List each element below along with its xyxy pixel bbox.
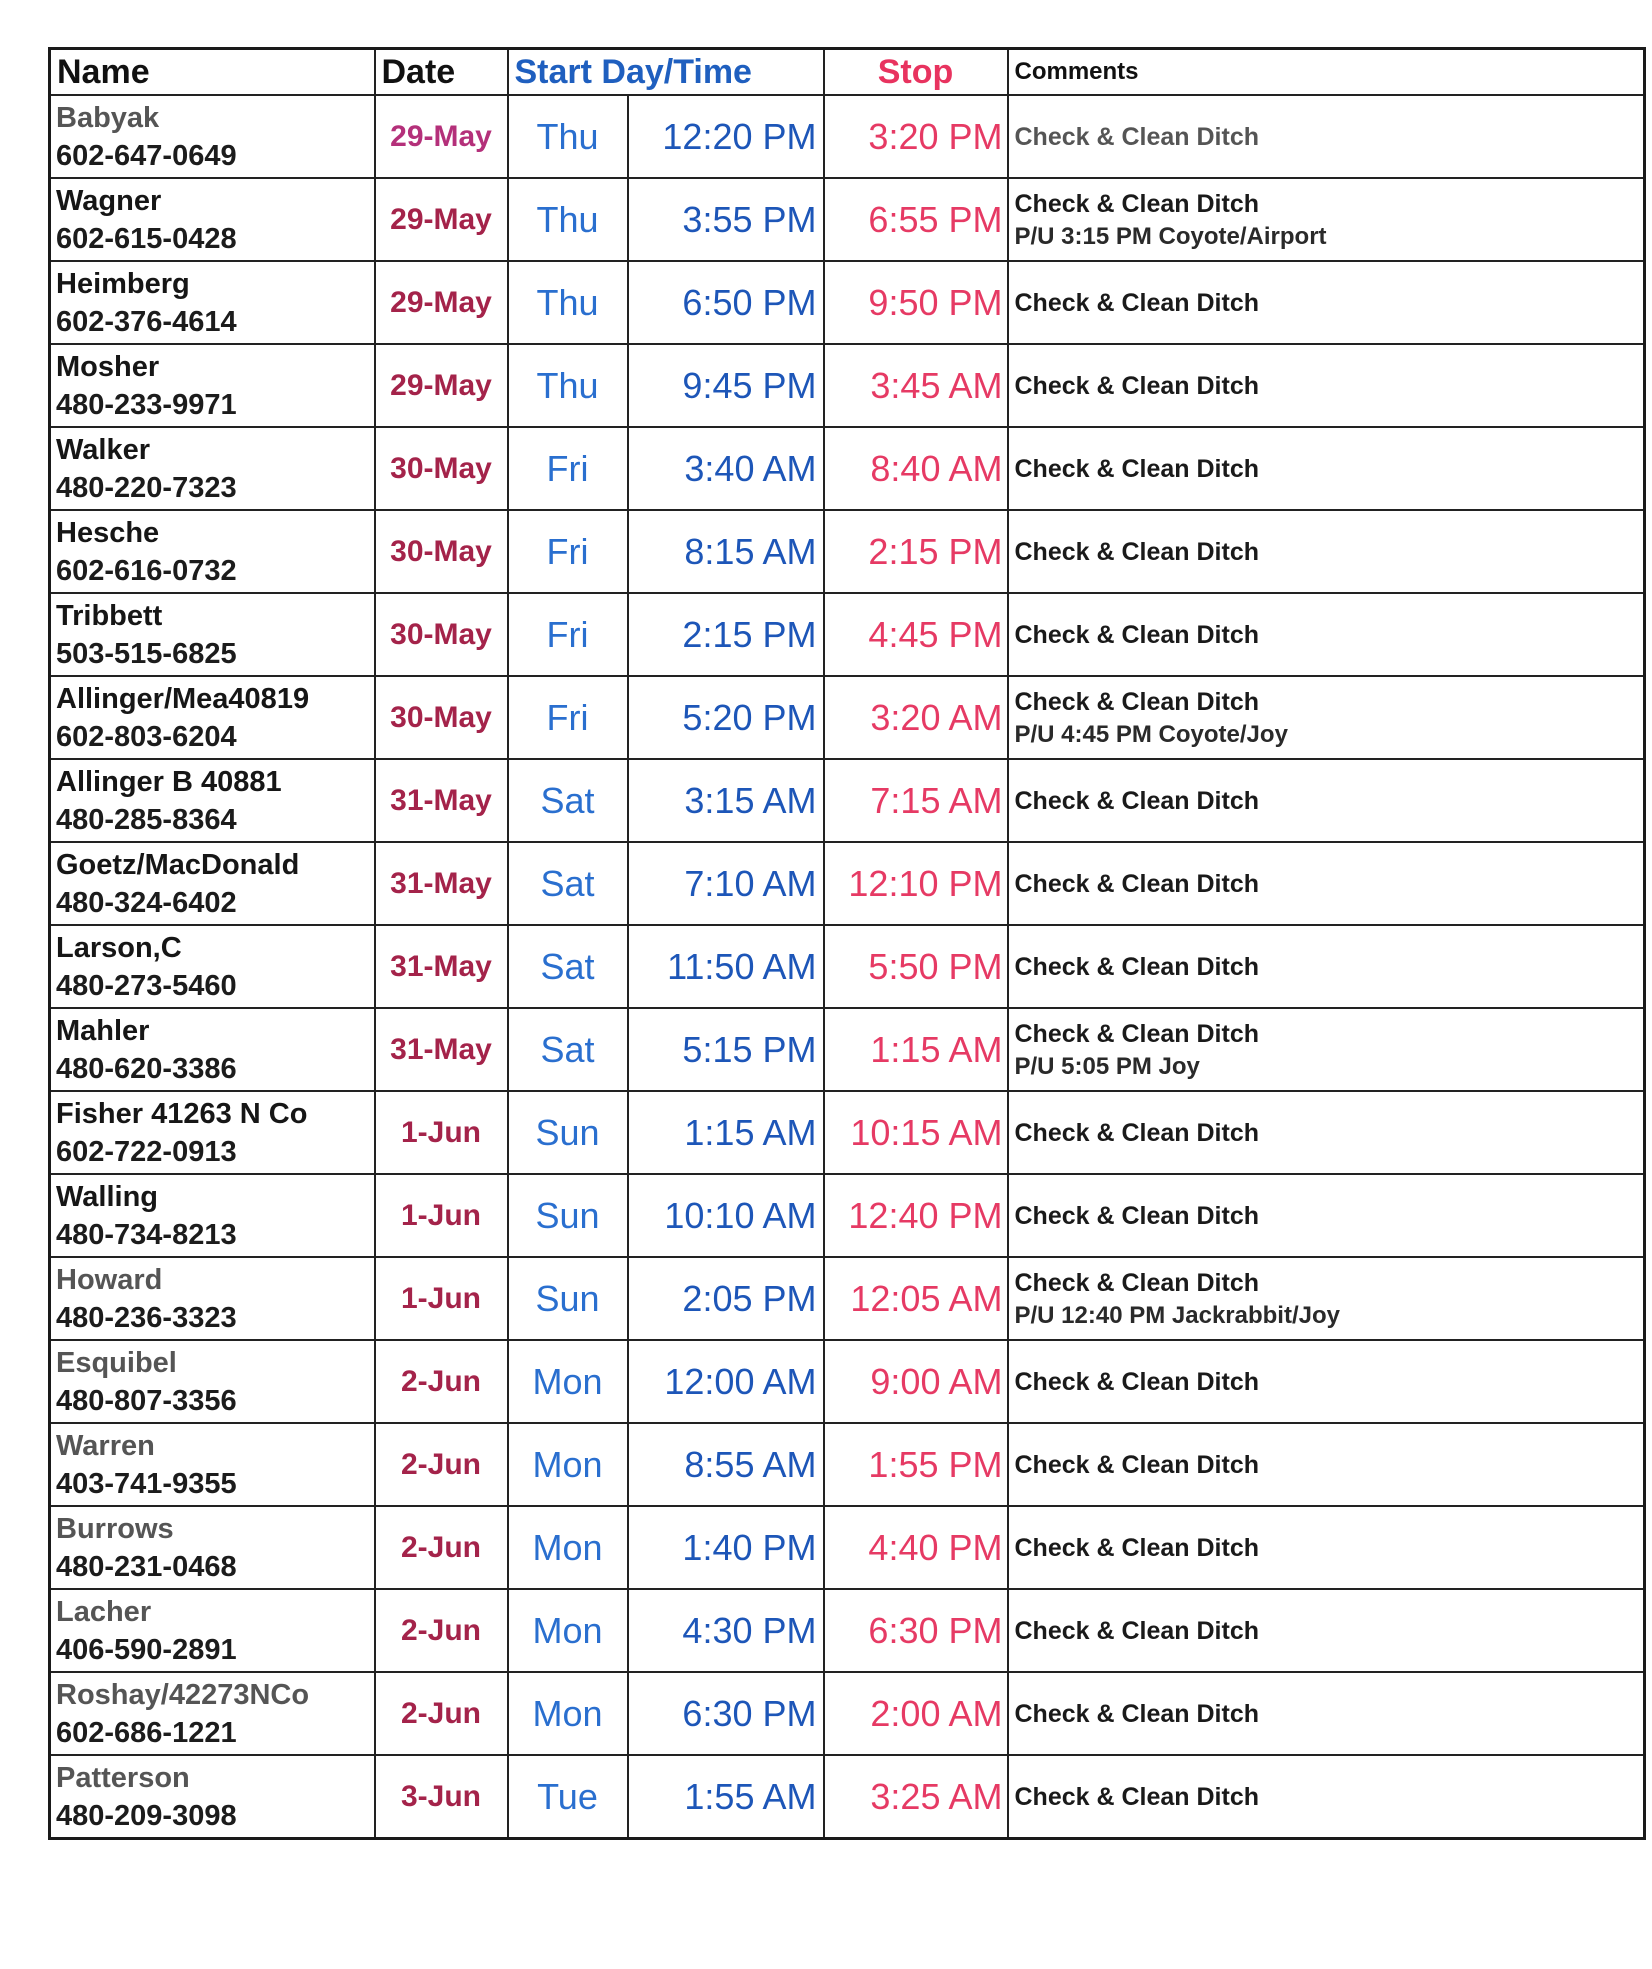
stop-time-cell: 7:15 AM: [824, 759, 1008, 842]
day-cell: Mon: [508, 1340, 628, 1423]
phone-number: 480-220-7323: [56, 471, 237, 504]
phone-number: 480-236-3323: [56, 1301, 237, 1334]
day-cell: Fri: [508, 427, 628, 510]
start-time-cell: 9:45 PM: [628, 344, 824, 427]
comment-cell: [1008, 1340, 1645, 1423]
comment-text: Check & Clean Ditch: [1014, 687, 1260, 716]
header-comments: Comments: [1008, 49, 1645, 96]
table-row: [50, 759, 1645, 842]
phone-number: 480-620-3386: [56, 1052, 237, 1085]
comment-text: Check & Clean Ditch: [1014, 1533, 1260, 1562]
day-cell: Thu: [508, 95, 628, 178]
start-time-cell: 8:55 AM: [628, 1423, 824, 1506]
table-row: [50, 178, 1645, 261]
comment-text: Check & Clean Ditch: [1014, 1268, 1260, 1297]
stop-time-cell: 1:15 AM: [824, 1008, 1008, 1091]
stop-time-cell: 9:00 AM: [824, 1340, 1008, 1423]
stop-time-cell: 3:20 AM: [824, 676, 1008, 759]
comment-text: Check & Clean Ditch: [1014, 122, 1260, 151]
name-cell: [50, 510, 375, 593]
start-time-cell: 8:15 AM: [628, 510, 824, 593]
name-cell: [50, 261, 375, 344]
comment-text: Check & Clean Ditch: [1014, 1201, 1260, 1230]
name-cell: [50, 593, 375, 676]
table-row: [50, 510, 1645, 593]
start-time-cell: 4:30 PM: [628, 1589, 824, 1672]
name-cell: [50, 1506, 375, 1589]
comment-cell: [1008, 676, 1645, 759]
day-cell: Sun: [508, 1174, 628, 1257]
header-start-day-time: Start Day/Time: [508, 49, 824, 96]
comment-cell: [1008, 842, 1645, 925]
day-cell: Sat: [508, 759, 628, 842]
name-cell: [50, 1091, 375, 1174]
date-cell: 30-May: [375, 510, 508, 593]
person-name: Hesche: [56, 516, 160, 549]
stop-time-cell: 12:10 PM: [824, 842, 1008, 925]
day-cell: Fri: [508, 510, 628, 593]
person-name: Wagner: [56, 184, 162, 217]
table-row: [50, 1423, 1645, 1506]
person-name: Larson,C: [56, 931, 182, 964]
start-time-cell: 6:50 PM: [628, 261, 824, 344]
person-name: Roshay/42273NCo: [56, 1678, 310, 1711]
date-cell: 3-Jun: [375, 1755, 508, 1839]
start-time-cell: 7:10 AM: [628, 842, 824, 925]
name-cell: [50, 759, 375, 842]
start-time-cell: 2:15 PM: [628, 593, 824, 676]
stop-time-cell: 2:15 PM: [824, 510, 1008, 593]
name-cell: [50, 427, 375, 510]
table-row: [50, 1257, 1645, 1340]
person-name: Goetz/MacDonald: [56, 848, 300, 881]
person-name: Lacher: [56, 1595, 152, 1628]
date-cell: 29-May: [375, 95, 508, 178]
start-time-cell: 5:20 PM: [628, 676, 824, 759]
person-name: Heimberg: [56, 267, 190, 300]
phone-number: 602-376-4614: [56, 305, 237, 338]
comment-cell: [1008, 593, 1645, 676]
name-cell: [50, 1423, 375, 1506]
comment-text: Check & Clean Ditch: [1014, 952, 1260, 981]
date-cell: 30-May: [375, 427, 508, 510]
name-cell: [50, 842, 375, 925]
pickup-note: P/U 5:05 PM Joy: [1014, 1052, 1200, 1080]
start-time-cell: 12:20 PM: [628, 95, 824, 178]
date-cell: 30-May: [375, 593, 508, 676]
day-cell: Sat: [508, 1008, 628, 1091]
name-cell: [50, 1672, 375, 1755]
start-time-cell: 1:40 PM: [628, 1506, 824, 1589]
phone-number: 480-285-8364: [56, 803, 237, 836]
table-row: [50, 1755, 1645, 1839]
table-row: [50, 1008, 1645, 1091]
date-cell: 2-Jun: [375, 1506, 508, 1589]
comment-cell: [1008, 1755, 1645, 1839]
person-name: Fisher 41263 N Co: [56, 1097, 308, 1130]
table-row: [50, 1589, 1645, 1672]
person-name: Warren: [56, 1429, 155, 1462]
date-cell: 2-Jun: [375, 1340, 508, 1423]
table-row: [50, 1091, 1645, 1174]
date-cell: 29-May: [375, 178, 508, 261]
table-row: [50, 842, 1645, 925]
stop-time-cell: 9:50 PM: [824, 261, 1008, 344]
date-cell: 1-Jun: [375, 1091, 508, 1174]
comment-text: Check & Clean Ditch: [1014, 620, 1260, 649]
phone-number: 480-807-3356: [56, 1384, 237, 1417]
date-cell: 29-May: [375, 261, 508, 344]
start-time-cell: 1:15 AM: [628, 1091, 824, 1174]
phone-number: 602-615-0428: [56, 222, 237, 255]
date-cell: 31-May: [375, 1008, 508, 1091]
person-name: Allinger/Mea40819: [56, 682, 310, 715]
date-cell: 2-Jun: [375, 1423, 508, 1506]
date-cell: 31-May: [375, 759, 508, 842]
comment-cell: [1008, 1174, 1645, 1257]
header-name: Name: [50, 49, 375, 96]
comment-cell: [1008, 1257, 1645, 1340]
stop-time-cell: 12:05 AM: [824, 1257, 1008, 1340]
name-cell: [50, 1257, 375, 1340]
start-time-cell: 2:05 PM: [628, 1257, 824, 1340]
stop-time-cell: 2:00 AM: [824, 1672, 1008, 1755]
name-cell: [50, 178, 375, 261]
day-cell: Mon: [508, 1423, 628, 1506]
stop-time-cell: 4:40 PM: [824, 1506, 1008, 1589]
comment-cell: [1008, 759, 1645, 842]
date-cell: 29-May: [375, 344, 508, 427]
date-cell: 1-Jun: [375, 1174, 508, 1257]
comment-text: Check & Clean Ditch: [1014, 189, 1260, 218]
comment-cell: [1008, 1008, 1645, 1091]
table-row: [50, 1672, 1645, 1755]
table-row: [50, 261, 1645, 344]
comment-cell: [1008, 95, 1645, 178]
phone-number: 480-233-9971: [56, 388, 237, 421]
comment-text: Check & Clean Ditch: [1014, 371, 1260, 400]
day-cell: Sat: [508, 842, 628, 925]
table-row: [50, 593, 1645, 676]
pickup-note: P/U 3:15 PM Coyote/Airport: [1014, 222, 1327, 250]
person-name: Patterson: [56, 1761, 190, 1794]
date-cell: 31-May: [375, 842, 508, 925]
comment-text: Check & Clean Ditch: [1014, 1782, 1260, 1811]
header-stop: Stop: [824, 49, 1008, 96]
stop-time-cell: 3:20 PM: [824, 95, 1008, 178]
day-cell: Thu: [508, 261, 628, 344]
phone-number: 602-686-1221: [56, 1716, 237, 1749]
comment-text: Check & Clean Ditch: [1014, 1367, 1260, 1396]
day-cell: Sun: [508, 1091, 628, 1174]
person-name: Walker: [56, 433, 151, 466]
phone-number: 480-273-5460: [56, 969, 237, 1002]
day-cell: Fri: [508, 676, 628, 759]
table-row: [50, 1506, 1645, 1589]
phone-number: 480-209-3098: [56, 1799, 237, 1832]
name-cell: [50, 1755, 375, 1839]
phone-number: 602-722-0913: [56, 1135, 237, 1168]
comment-cell: [1008, 178, 1645, 261]
stop-time-cell: 1:55 PM: [824, 1423, 1008, 1506]
phone-number: 480-231-0468: [56, 1550, 237, 1583]
person-name: Mahler: [56, 1014, 150, 1047]
person-name: Mosher: [56, 350, 160, 383]
person-name: Howard: [56, 1263, 163, 1296]
table-row: [50, 427, 1645, 510]
stop-time-cell: 4:45 PM: [824, 593, 1008, 676]
person-name: Tribbett: [56, 599, 163, 632]
name-cell: [50, 1174, 375, 1257]
stop-time-cell: 5:50 PM: [824, 925, 1008, 1008]
header-date: Date: [375, 49, 508, 96]
stop-time-cell: 6:55 PM: [824, 178, 1008, 261]
table-row: [50, 95, 1645, 178]
day-cell: Thu: [508, 178, 628, 261]
person-name: Allinger B 40881: [56, 765, 282, 798]
start-time-cell: 11:50 AM: [628, 925, 824, 1008]
comment-cell: [1008, 1091, 1645, 1174]
date-cell: 2-Jun: [375, 1672, 508, 1755]
name-cell: [50, 344, 375, 427]
name-cell: [50, 1008, 375, 1091]
name-cell: [50, 1340, 375, 1423]
header-row: [50, 49, 1645, 96]
day-cell: Sat: [508, 925, 628, 1008]
comment-cell: [1008, 1589, 1645, 1672]
comment-text: Check & Clean Ditch: [1014, 786, 1260, 815]
phone-number: 480-324-6402: [56, 886, 237, 919]
start-time-cell: 10:10 AM: [628, 1174, 824, 1257]
start-time-cell: 3:15 AM: [628, 759, 824, 842]
start-time-cell: 6:30 PM: [628, 1672, 824, 1755]
comment-cell: [1008, 1423, 1645, 1506]
table-row: [50, 344, 1645, 427]
person-name: Esquibel: [56, 1346, 177, 1379]
person-name: Burrows: [56, 1512, 174, 1545]
name-cell: [50, 1589, 375, 1672]
table-row: [50, 925, 1645, 1008]
comment-cell: [1008, 1672, 1645, 1755]
name-cell: [50, 95, 375, 178]
day-cell: Fri: [508, 593, 628, 676]
comment-text: Check & Clean Ditch: [1014, 1118, 1260, 1147]
comment-text: Check & Clean Ditch: [1014, 1616, 1260, 1645]
stop-time-cell: 3:45 AM: [824, 344, 1008, 427]
table-row: [50, 676, 1645, 759]
stop-time-cell: 12:40 PM: [824, 1174, 1008, 1257]
comment-cell: [1008, 344, 1645, 427]
date-cell: 30-May: [375, 676, 508, 759]
comment-text: Check & Clean Ditch: [1014, 288, 1260, 317]
phone-number: 480-734-8213: [56, 1218, 237, 1251]
stop-time-cell: 8:40 AM: [824, 427, 1008, 510]
date-cell: 2-Jun: [375, 1589, 508, 1672]
table-row: [50, 1340, 1645, 1423]
comment-text: Check & Clean Ditch: [1014, 537, 1260, 566]
person-name: Babyak: [56, 101, 160, 134]
comment-cell: [1008, 427, 1645, 510]
start-time-cell: 5:15 PM: [628, 1008, 824, 1091]
phone-number: 406-590-2891: [56, 1633, 237, 1666]
stop-time-cell: 3:25 AM: [824, 1755, 1008, 1839]
comment-text: Check & Clean Ditch: [1014, 869, 1260, 898]
start-time-cell: 3:40 AM: [628, 427, 824, 510]
comment-cell: [1008, 925, 1645, 1008]
date-cell: 31-May: [375, 925, 508, 1008]
stop-time-cell: 10:15 AM: [824, 1091, 1008, 1174]
phone-number: 602-616-0732: [56, 554, 237, 587]
day-cell: Mon: [508, 1672, 628, 1755]
phone-number: 602-803-6204: [56, 720, 237, 753]
pickup-note: P/U 4:45 PM Coyote/Joy: [1014, 720, 1288, 748]
day-cell: Mon: [508, 1506, 628, 1589]
comment-cell: [1008, 1506, 1645, 1589]
day-cell: Thu: [508, 344, 628, 427]
stop-time-cell: 6:30 PM: [824, 1589, 1008, 1672]
comment-text: Check & Clean Ditch: [1014, 1450, 1260, 1479]
person-name: Walling: [56, 1180, 159, 1213]
comment-cell: [1008, 510, 1645, 593]
start-time-cell: 1:55 AM: [628, 1755, 824, 1839]
comment-cell: [1008, 261, 1645, 344]
comment-text: Check & Clean Ditch: [1014, 1699, 1260, 1728]
start-time-cell: 3:55 PM: [628, 178, 824, 261]
day-cell: Mon: [508, 1589, 628, 1672]
comment-text: Check & Clean Ditch: [1014, 1019, 1260, 1048]
phone-number: 403-741-9355: [56, 1467, 237, 1500]
start-time-cell: 12:00 AM: [628, 1340, 824, 1423]
table-row: [50, 1174, 1645, 1257]
day-cell: Tue: [508, 1755, 628, 1839]
name-cell: [50, 676, 375, 759]
phone-number: 602-647-0649: [56, 139, 237, 172]
schedule-table: [48, 47, 1646, 1840]
name-cell: [50, 925, 375, 1008]
pickup-note: P/U 12:40 PM Jackrabbit/Joy: [1014, 1301, 1340, 1329]
comment-text: Check & Clean Ditch: [1014, 454, 1260, 483]
phone-number: 503-515-6825: [56, 637, 237, 670]
date-cell: 1-Jun: [375, 1257, 508, 1340]
day-cell: Sun: [508, 1257, 628, 1340]
